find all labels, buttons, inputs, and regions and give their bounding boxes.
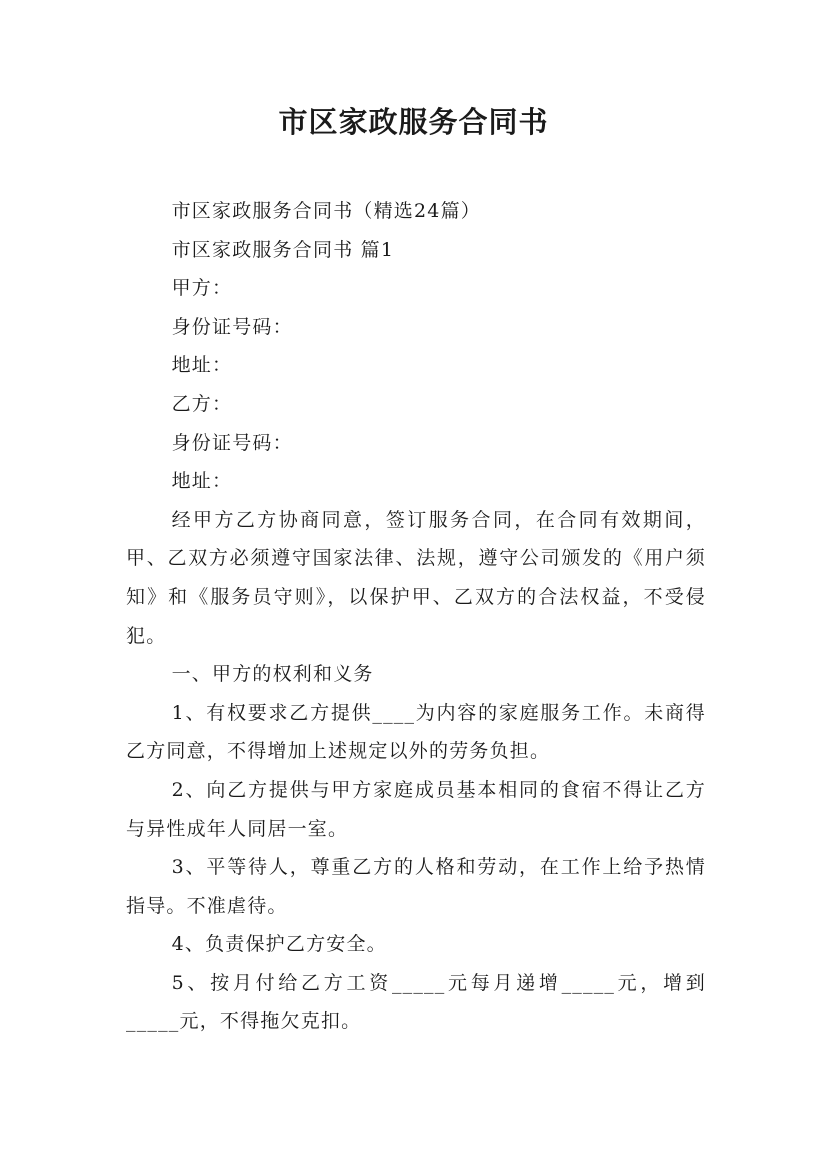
party-b-id-label: 身份证号码： xyxy=(171,431,293,454)
party-a-address-label: 地址： xyxy=(171,354,233,377)
clause-5: 5、按月付给乙方工资_____元每月递增_____元，增到_____元，不得拖欠克扣。 xyxy=(126,971,706,1033)
party-a-label: 甲方： xyxy=(171,277,233,300)
paragraph-section-heading: 市区家政服务合同书 篇1 xyxy=(171,238,395,261)
paragraph-preamble: 经甲方乙方协商同意，签订服务合同，在合同有效期间，甲、乙双方必须遵守国家法律、法规，遵守公司颁发的《用户须知》和《服务员守则》，以保护甲、乙双方的合法权益，不受侵犯。 xyxy=(126,508,706,647)
clause-heading-party-a: 一、甲方的权利和义务 xyxy=(171,663,374,686)
party-b-label: 乙方： xyxy=(171,392,233,415)
clause-4: 4、负责保护乙方安全。 xyxy=(171,933,387,956)
paragraph-subtitle: 市区家政服务合同书（精选24篇） xyxy=(171,200,481,222)
clause-1: 1、有权要求乙方提供____为内容的家庭服务工作。未商得乙方同意，不得增加上述规定以外的劳务负担。 xyxy=(126,701,706,763)
document-title: 市区家政服务合同书 xyxy=(278,105,549,139)
party-b-address-label: 地址： xyxy=(171,470,233,493)
clause-2: 2、向乙方提供与甲方家庭成员基本相同的食宿不得让乙方与异性成年人同居一室。 xyxy=(126,778,706,840)
clause-3: 3、平等待人，尊重乙方的人格和劳动，在工作上给予热情指导。不准虐待。 xyxy=(126,856,706,917)
document-body xyxy=(126,192,706,1041)
party-a-id-label: 身份证号码： xyxy=(171,315,293,338)
